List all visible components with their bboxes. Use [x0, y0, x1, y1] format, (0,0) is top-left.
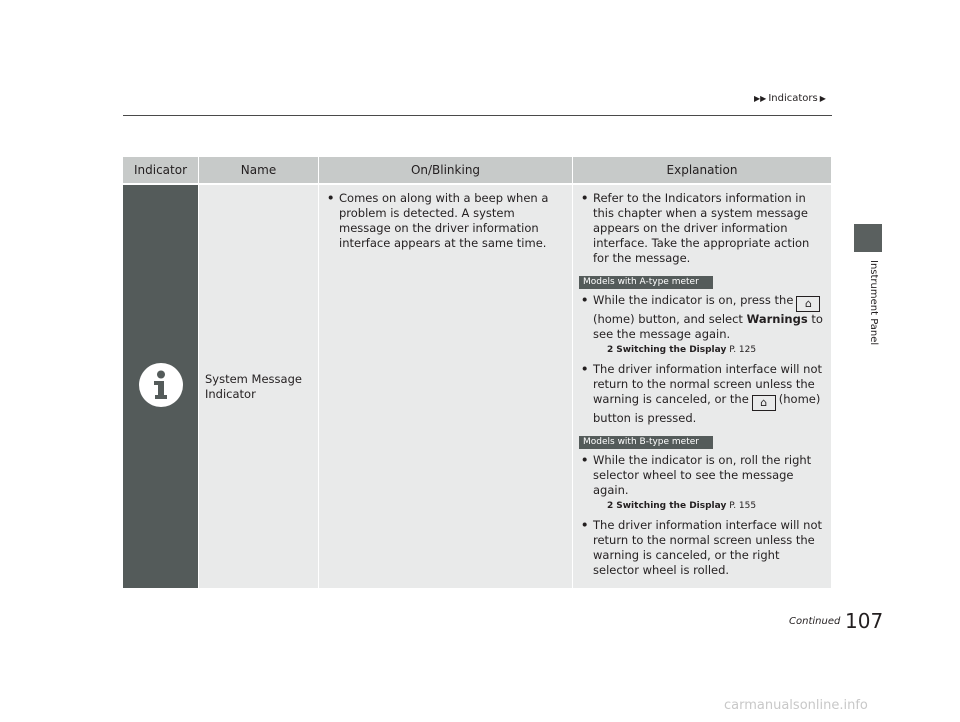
a-type-item-2 — [579, 362, 825, 426]
cross-reference[interactable] — [593, 499, 825, 514]
breadcrumb-label: Indicators — [768, 93, 818, 104]
breadcrumb-arrow-icon: ▶ — [819, 94, 826, 103]
a-type-item-1 — [579, 293, 825, 358]
model-badge-b-type: Models with B-type meter — [579, 436, 713, 449]
reference-arrow-icon: 2 — [607, 501, 614, 511]
b-type-item-2: • The driver information interface will not return to the normal screen unless the warning is canceled, or the right selector wheel is rolled. — [579, 518, 825, 578]
text-segment: While the indicator is on, press the — [593, 293, 794, 307]
indicator-name: System Message Indicator — [199, 185, 319, 588]
model-badge-a-type: Models with A-type meter — [579, 276, 713, 289]
explanation-cell — [573, 185, 831, 588]
indicator-table — [123, 157, 831, 588]
header-rule — [123, 115, 832, 116]
column-header: Indicator — [123, 157, 199, 183]
text-segment: The driver information interface will not return to the normal screen unless the warning is canceled, or the — [593, 362, 822, 406]
continued-label: Continued — [789, 616, 841, 627]
b-type-item-1 — [579, 453, 825, 514]
on-blinking-cell — [319, 185, 573, 588]
warnings-label: Warnings — [746, 312, 808, 326]
indicator-cell — [123, 185, 199, 588]
text-segment: (home) button is pressed. — [593, 392, 821, 425]
breadcrumb-arrow-icon: ▶▶ — [754, 94, 767, 103]
breadcrumb — [754, 93, 826, 104]
cross-reference[interactable] — [593, 343, 825, 358]
section-label: Instrument Panel — [868, 260, 879, 346]
reference-title: Switching the Display — [616, 501, 727, 511]
reference-page: P. 155 — [729, 501, 757, 511]
on-blinking-text: • Comes on along with a beep when a problem is detected. A system message on the driver information interface appears at the same time. — [325, 191, 566, 251]
reference-page: P. 125 — [729, 345, 757, 355]
reference-title: Switching the Display — [616, 345, 727, 355]
home-icon: ⌂ — [796, 296, 820, 312]
page-number: 107 — [845, 609, 884, 633]
column-header: Explanation — [573, 157, 831, 183]
text-segment: to see the message again. — [593, 312, 823, 341]
column-header: On/Blinking — [319, 157, 573, 183]
text-segment: (home) button, and select — [593, 312, 743, 326]
section-tab — [854, 224, 882, 252]
reference-arrow-icon: 2 — [607, 345, 614, 355]
explanation-intro: • Refer to the Indicators information in this chapter when a system message appears on the driver information interface. Take the appropriate action for the message. — [579, 191, 825, 266]
information-circle-icon — [138, 362, 184, 408]
table-row — [123, 185, 831, 588]
column-header: Name — [199, 157, 319, 183]
watermark: carmanualsonline.info — [724, 698, 868, 713]
home-icon: ⌂ — [752, 395, 776, 411]
text-segment: While the indicator is on, roll the right selector wheel to see the message again. — [593, 453, 812, 497]
